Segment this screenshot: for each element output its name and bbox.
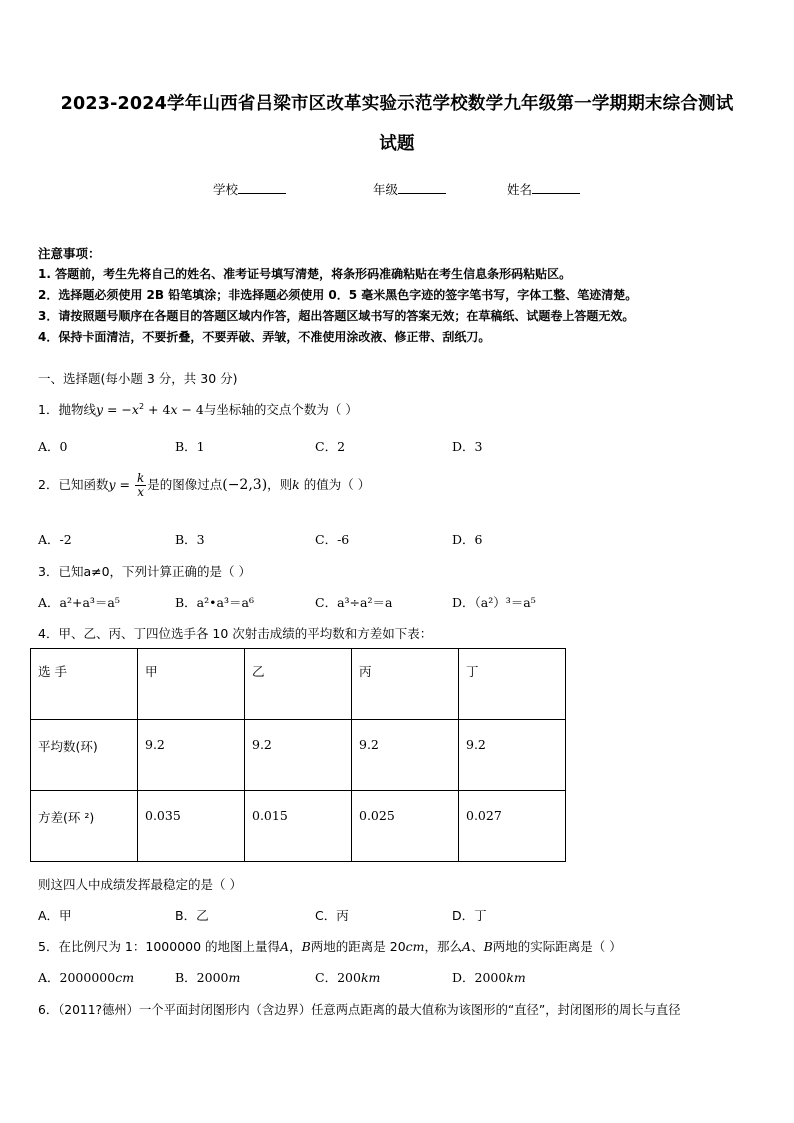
table-header-cell: 选 手 <box>31 649 138 720</box>
school-field[interactable] <box>213 180 286 198</box>
question-3: 3．已知a≠0，下列计算正确的是（ ） <box>38 564 252 579</box>
q2-option-a[interactable]: A．-2 <box>38 532 72 547</box>
question-2 <box>38 472 370 499</box>
q5-point-b: B <box>483 939 493 954</box>
q5-option-unit: km <box>360 970 381 985</box>
q1-formula-y: y <box>95 402 104 417</box>
q5-text: 5．在比例尺为 1：1000000 的地图上量得 <box>38 939 281 954</box>
notice-item: 1. 答题前，考生先将自己的姓名、准考证号填写清楚，将条形码准确粘贴在考生信息条形码粘贴区。 <box>38 267 572 281</box>
notice-item: 2．选择题必须使用 2B 铅笔填涂；非选择题必须使用 0．5 毫米黑色字迹的签字笔书写，字体工整、笔迹清楚。 <box>38 288 638 302</box>
q5-option-d[interactable] <box>452 968 526 986</box>
q5-text: 两地的距离是 20 <box>310 939 406 954</box>
q1-option-a[interactable]: A．0 <box>38 439 68 454</box>
name-label: 姓名 <box>507 182 533 197</box>
table-row <box>31 720 566 791</box>
q1-option-b[interactable]: B．1 <box>175 439 205 454</box>
section-heading: 一、选择题(每小题 3 分，共 30 分) <box>38 371 238 386</box>
q1-formula-end: − 4 <box>177 402 204 417</box>
q2-option-c[interactable]: C．-6 <box>315 532 350 547</box>
q5-text: 、 <box>471 939 484 954</box>
q2-mid: 是的图像过点 <box>147 477 223 492</box>
question-4: 4．甲、乙、丙、丁四位选手各 10 次射击成绩的平均数和方差如下表： <box>38 626 433 641</box>
table-cell: 9.2 <box>459 720 566 791</box>
q5-option-value: C．200 <box>315 970 361 985</box>
q5-option-a[interactable] <box>38 968 134 986</box>
q1-formula-mid: + 4 <box>144 402 171 417</box>
grade-field[interactable] <box>373 180 446 198</box>
question-1 <box>38 400 358 418</box>
q2-denominator: x <box>137 485 144 499</box>
question-6: 6．（2011?德州）一个平面封闭图形内（含边界）任意两点距离的最大值称为该图形的“直径”，封闭图形的周长与直径 <box>38 1003 681 1017</box>
q5-text: ，那么 <box>424 939 463 954</box>
q2-option-d[interactable]: D．6 <box>452 532 483 547</box>
q2-eq: = <box>115 477 134 492</box>
q2-mid2: ，则 <box>267 477 293 492</box>
q5-option-value: A．2000000 <box>38 970 116 985</box>
q4-option-b[interactable]: B．乙 <box>175 908 209 923</box>
q2-k: k <box>292 477 300 492</box>
name-blank[interactable] <box>532 183 580 194</box>
q2-prefix: 2．已知函数 <box>38 477 109 492</box>
q5-option-unit: m <box>228 970 241 985</box>
q3-option-a[interactable]: A．a²+a³＝a⁵ <box>38 595 120 610</box>
q5-text: ， <box>289 939 302 954</box>
q2-option-b[interactable]: B．3 <box>175 532 205 547</box>
q4-option-c[interactable]: C．丙 <box>315 908 349 923</box>
table-cell: 方差(环 ²) <box>31 791 138 862</box>
table-header-cell: 乙 <box>245 649 352 720</box>
q5-option-unit: km <box>506 970 526 985</box>
table-cell: 9.2 <box>138 720 245 791</box>
school-label: 学校 <box>213 182 239 197</box>
q1-formula-x: x <box>131 402 139 417</box>
table-header-cell: 甲 <box>138 649 245 720</box>
question-5 <box>38 937 622 955</box>
score-table <box>30 648 566 862</box>
table-cell: 0.015 <box>245 791 352 862</box>
grade-label: 年级 <box>373 182 399 197</box>
table-row <box>31 791 566 862</box>
table-cell: 9.2 <box>352 720 459 791</box>
table-cell: 平均数(环) <box>31 720 138 791</box>
q2-point: (−2,3) <box>222 477 268 493</box>
page-title: 2023-2024学年山西省吕梁市区改革实验示范学校数学九年级第一学期期末综合测试 <box>60 94 734 114</box>
table-header-cell: 丙 <box>352 649 459 720</box>
q5-option-value: D．2000 <box>452 970 507 985</box>
q2-y: y <box>108 477 116 492</box>
q3-option-d[interactable]: D．（a²）³＝a⁵ <box>452 595 536 610</box>
q5-text: 两地的实际距离是（ ） <box>492 939 622 954</box>
q2-fraction <box>135 472 146 499</box>
notice-item: 3．请按照题号顺序在各题目的答题区域内作答，超出答题区域书写的答案无效；在草稿纸、试题卷上答题无效。 <box>38 309 635 323</box>
q1-option-d[interactable]: D．3 <box>452 439 483 454</box>
school-blank[interactable] <box>238 183 286 194</box>
q4-question: 则这四人中成绩发挥最稳定的是（ ） <box>38 877 242 892</box>
table-cell: 0.025 <box>352 791 459 862</box>
q5-option-c[interactable] <box>315 968 380 986</box>
q5-point-a: A <box>462 939 472 954</box>
q5-option-b[interactable] <box>175 968 240 986</box>
notice-heading: 注意事项： <box>38 246 101 261</box>
q4-option-a[interactable]: A．甲 <box>38 908 72 923</box>
q1-prefix: 1．抛物线 <box>38 402 96 417</box>
page-title-continued: 试题 <box>379 134 415 154</box>
q1-suffix: 与坐标轴的交点个数为（ ） <box>203 402 358 417</box>
q4-option-d[interactable]: D．丁 <box>452 908 487 923</box>
q1-option-c[interactable]: C．2 <box>315 439 346 454</box>
q3-option-c[interactable]: C．a³÷a²＝a <box>315 595 393 610</box>
q5-point-a: A <box>280 939 290 954</box>
grade-blank[interactable] <box>398 183 446 194</box>
q5-unit: cm <box>405 939 425 954</box>
q1-formula-exponent: 2 <box>138 401 145 411</box>
q5-option-value: B．2000 <box>175 970 229 985</box>
q5-point-b: B <box>301 939 311 954</box>
table-header-cell: 丁 <box>459 649 566 720</box>
table-cell: 0.035 <box>138 791 245 862</box>
table-cell: 9.2 <box>245 720 352 791</box>
q2-numerator: k <box>136 471 145 485</box>
name-field[interactable] <box>507 180 580 198</box>
q3-option-b[interactable]: B．a²•a³＝a⁶ <box>175 595 254 610</box>
q1-formula-x: x <box>170 402 178 417</box>
q5-option-unit: cm <box>115 970 135 985</box>
q2-suffix: 的值为（ ） <box>299 477 371 492</box>
table-cell: 0.027 <box>459 791 566 862</box>
q1-formula-eq: = − <box>103 402 132 417</box>
notice-item: 4．保持卡面清洁，不要折叠，不要弄破、弄皱，不准使用涂改液、修正带、刮纸刀。 <box>38 330 491 344</box>
table-header-row <box>31 649 566 720</box>
